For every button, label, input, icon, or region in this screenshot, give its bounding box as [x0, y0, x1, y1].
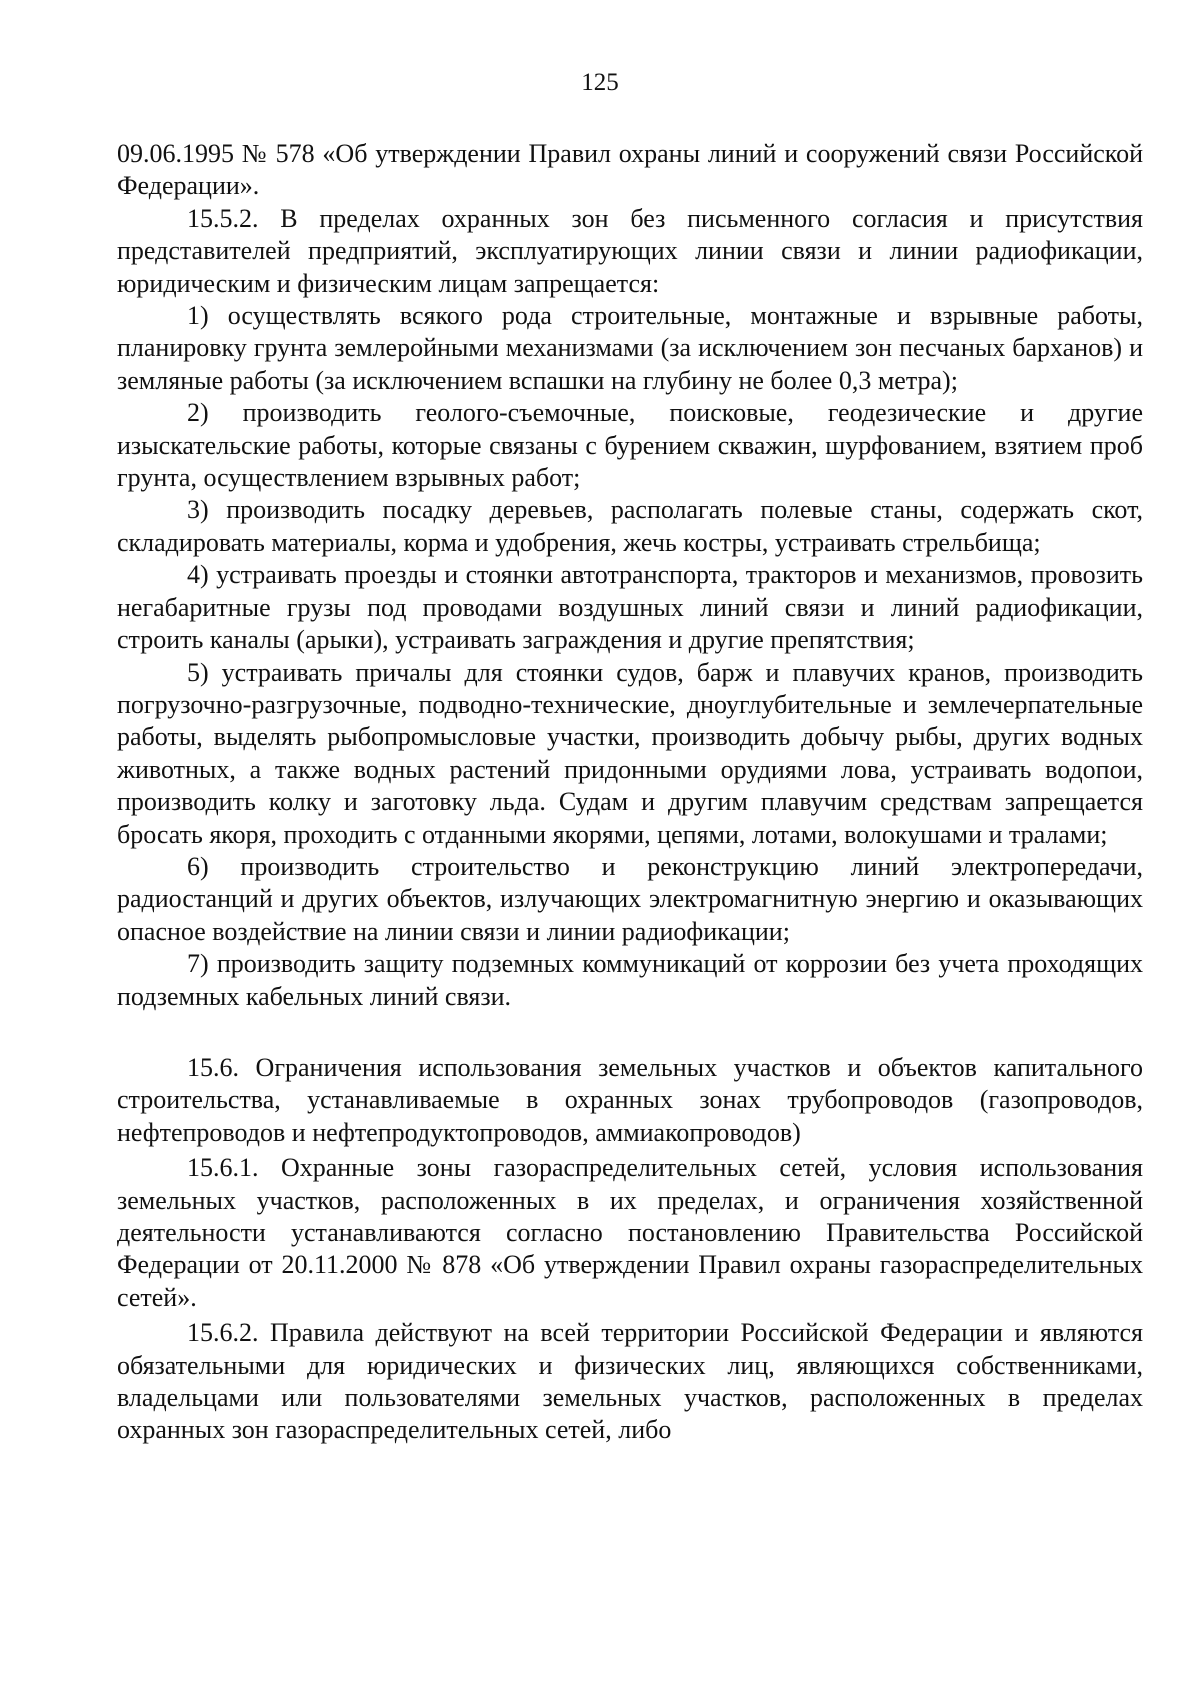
list-item-5: 5) устраивать причалы для стоянки судов, барж и плавучих кранов, производить погрузочно-разгрузочные, подводно-технические, дноуглубительные и землечерпательные работы, выделять рыбопромысловые участки, производить добычу рыбы, других водных животных, а также водных растений придонными орудиями лова, устраивать водопои, производить колку и заготовку льда. Судам и другим плавучим средствам запрещается бросать якоря, проходить с отданными якорями, цепями, лотами, волокушами и тралами;: [117, 657, 1143, 849]
list-item-3: 3) производить посадку деревьев, располагать полевые станы, содержать скот, складировать материалы, корма и удобрения, жечь костры, устраивать стрельбища;: [117, 495, 1143, 557]
document-body: [117, 138, 1143, 1447]
section-heading-15-6: 15.6. Ограничения использования земельных участков и объектов капитального строительства, устанавливаемые в охранных зонах трубопроводов (газопроводов, нефтепроводов и нефтепродуктопроводов, аммиакопроводов): [117, 1052, 1143, 1147]
list-item-7: 7) производить защиту подземных коммуникаций от коррозии без учета проходящих подземных кабельных линий связи.: [117, 949, 1143, 1011]
list-item-1: 1) осуществлять всякого рода строительные, монтажные и взрывные работы, планировку грунта землеройными механизмами (за исключением зон песчаных барханов) и земляные работы (за исключением вспашки на глубину не более 0,3 метра);: [117, 301, 1143, 395]
paragraph-15-6-1: 15.6.1. Охранные зоны газораспределительных сетей, условия использования земельных участков, расположенных в их пределах, и ограничения хозяйственной деятельности устанавливаются согласно постановлению Правительства Российской Федерации от 20.11.2000 № 878 «Об утверждении Правил охраны газораспределительных сетей».: [117, 1153, 1143, 1312]
paragraph-15-5-2: 15.5.2. В пределах охранных зон без письменного согласия и присутствия представителей предприятий, эксплуатирующих линии связи и линии радиофикации, юридическим и физическим лицам запрещается:: [117, 203, 1143, 298]
list-item-4: 4) устраивать проезды и стоянки автотранспорта, тракторов и механизмов, провозить негабаритные грузы под проводами воздушных линий связи и линий радиофикации, строить каналы (арыки), устраивать заграждения и другие препятствия;: [117, 560, 1143, 655]
list-item-2: 2) производить геолого-съемочные, поисковые, геодезические и другие изыскательские работы, которые связаны с бурением скважин, шурфованием, взятием проб грунта, осуществлением взрывных работ;: [117, 398, 1143, 493]
paragraph-15-6-2: 15.6.2. Правила действуют на всей территории Российской Федерации и являются обязательными для юридических и физических лиц, являющихся собственниками, владельцами или пользователями земельных участков, расположенных в пределах охранных зон газораспределительных сетей, либо: [117, 1318, 1143, 1445]
paragraph-continuation: 09.06.1995 № 578 «Об утверждении Правил охраны линий и сооружений связи Российской Федерации».: [117, 139, 1143, 201]
page-number: 125: [581, 69, 619, 96]
list-item-6: 6) производить строительство и реконструкцию линий электропередачи, радиостанций и других объектов, излучающих электромагнитную энергию и оказывающих опасное воздействие на линии связи и линии радиофикации;: [117, 851, 1143, 946]
